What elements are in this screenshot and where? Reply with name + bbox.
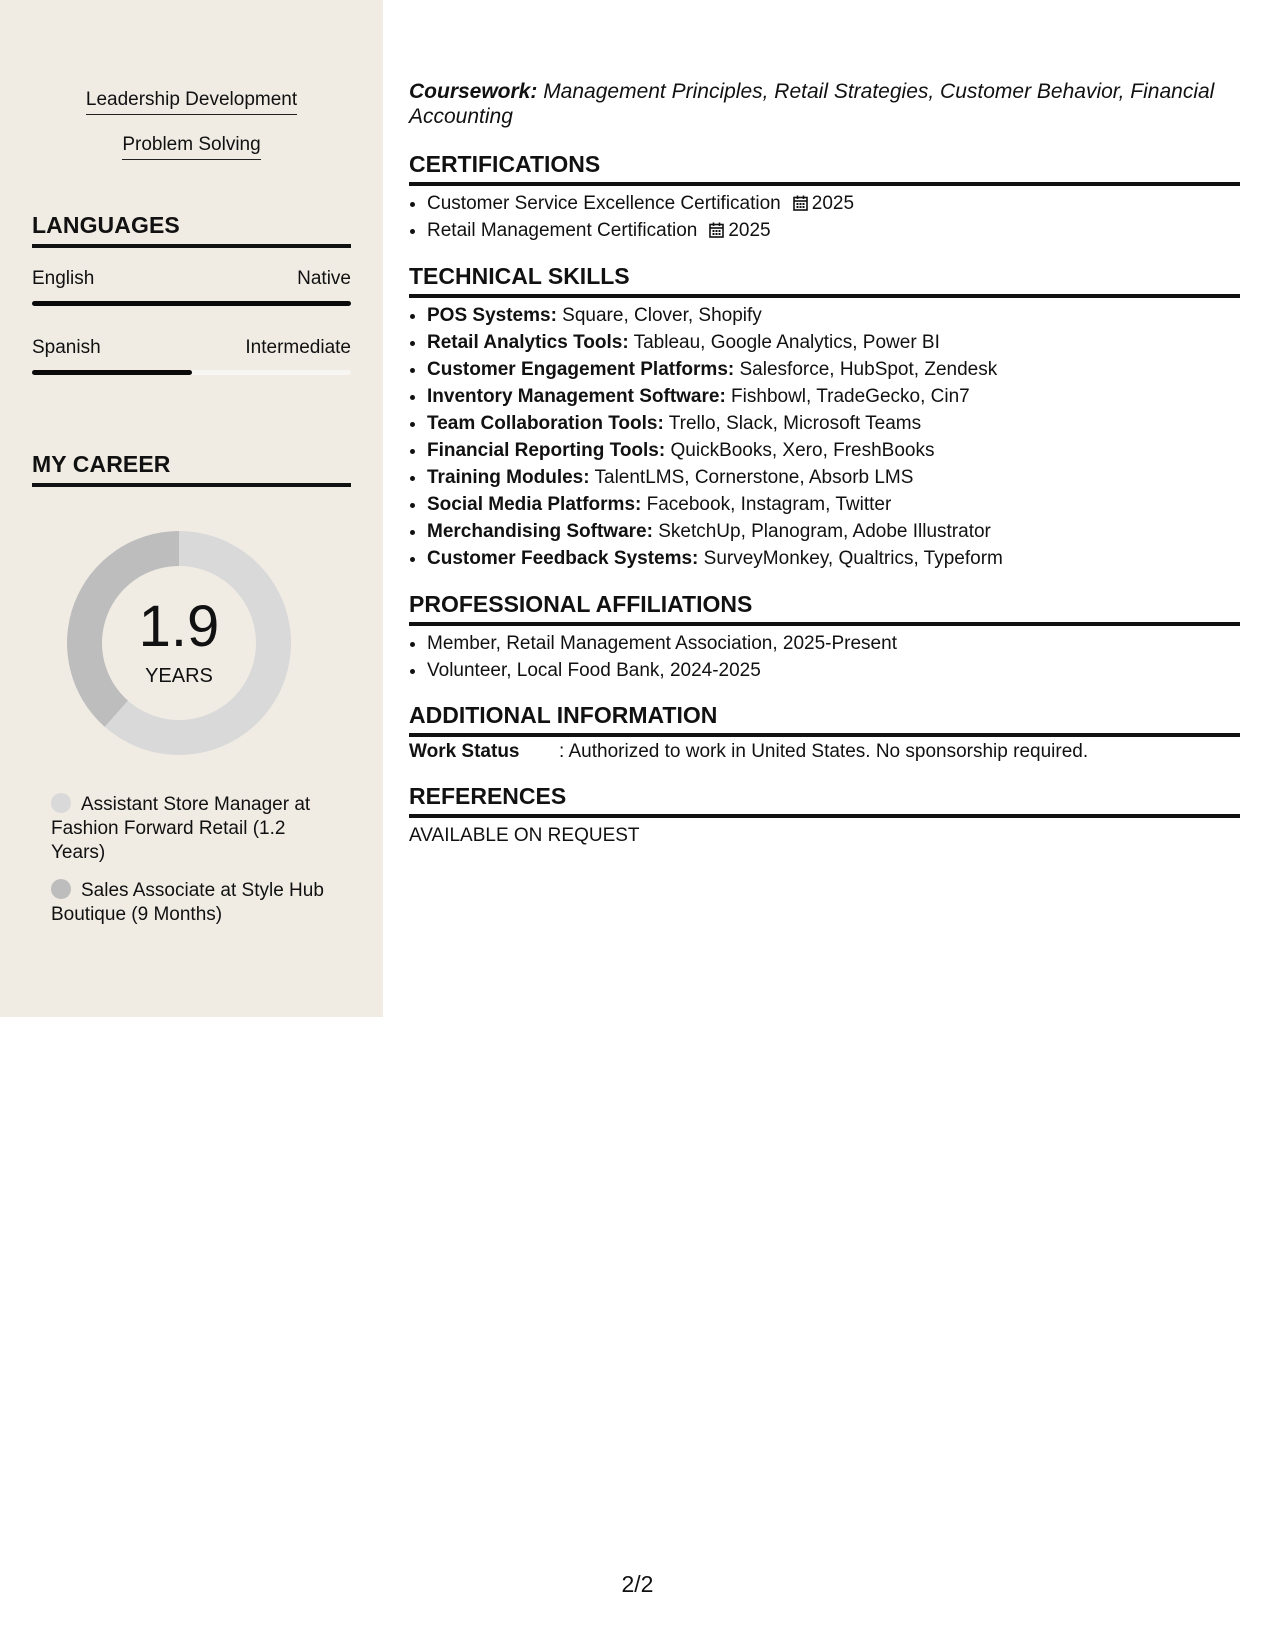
skill-label: POS Systems: xyxy=(427,305,557,326)
affiliations-list xyxy=(409,630,1240,684)
career-legend-dot xyxy=(51,793,71,813)
skill-value: SurveyMonkey, Qualtrics, Typeform xyxy=(698,548,1003,569)
skill-label: Financial Reporting Tools: xyxy=(427,440,666,461)
strength-item xyxy=(0,134,383,160)
skill-value: Square, Clover, Shopify xyxy=(556,305,762,326)
certification-item xyxy=(427,217,1240,244)
references-text: AVAILABLE ON REQUEST xyxy=(409,825,640,846)
skill-item xyxy=(427,410,1240,437)
skill-value: Trello, Slack, Microsoft Teams xyxy=(663,413,922,434)
skill-value: QuickBooks, Xero, FreshBooks xyxy=(665,440,935,461)
affiliation-item: • Member, Retail Management Association, 2025-Present xyxy=(427,630,1240,657)
certification-name: Retail Management Certification xyxy=(427,220,698,241)
skill-value: Facebook, Instagram, Twitter xyxy=(641,494,892,515)
technical-skills-list xyxy=(409,302,1240,572)
language-name: English xyxy=(32,268,95,289)
skill-label: Social Media Platforms: xyxy=(427,494,642,515)
skill-item xyxy=(427,383,1240,410)
career-heading: MY CAREER xyxy=(32,451,351,487)
skill-label: Inventory Management Software: xyxy=(427,386,726,407)
certification-year: 2025 xyxy=(728,220,771,241)
skill-value: SketchUp, Planogram, Adobe Illustrator xyxy=(652,521,991,542)
skill-item xyxy=(427,545,1240,572)
skill-item xyxy=(427,518,1240,545)
coursework-label: Coursework: xyxy=(409,80,538,103)
skill-label: Training Modules: xyxy=(427,467,590,488)
career-item-text: Assistant Store Manager at Fashion Forward Retail (1.2 Years) xyxy=(51,794,311,863)
career-item xyxy=(51,793,341,865)
affiliations-heading: PROFESSIONAL AFFILIATIONS xyxy=(409,591,1240,626)
certification-item xyxy=(427,190,1240,217)
affiliation-item: • Volunteer, Local Food Bank, 2024-2025 xyxy=(427,657,1240,684)
language-name: Spanish xyxy=(32,337,101,358)
languages-heading: LANGUAGES xyxy=(32,212,351,248)
work-status-row xyxy=(409,741,1240,763)
certifications-list xyxy=(409,190,1240,244)
coursework xyxy=(409,79,1240,129)
skill-value: Salesforce, HubSpot, Zendesk xyxy=(734,359,998,380)
language-proficiency-bar xyxy=(32,370,351,375)
career-item-text: Sales Associate at Style Hub Boutique (9 Months) xyxy=(51,880,324,925)
coursework-text: Management Principles, Retail Strategies, Customer Behavior, Financial Accounting xyxy=(409,80,1215,128)
calendar-icon xyxy=(793,195,808,211)
skill-item xyxy=(427,356,1240,383)
skill-label: Merchandising Software: xyxy=(427,521,653,542)
additional-information-heading: ADDITIONAL INFORMATION xyxy=(409,702,1240,737)
certification-year: 2025 xyxy=(811,193,855,214)
skill-item xyxy=(427,437,1240,464)
skill-label: Team Collaboration Tools: xyxy=(427,413,664,434)
strength-item xyxy=(0,89,383,115)
language-proficiency-fill xyxy=(32,370,192,375)
calendar-icon xyxy=(709,222,724,238)
work-status-value: : Authorized to work in United States. No sponsorship required. xyxy=(559,741,1089,762)
skill-label: Customer Engagement Platforms: xyxy=(427,359,735,380)
language-level: Native xyxy=(297,268,351,289)
skill-label: Retail Analytics Tools: xyxy=(427,332,629,353)
references-heading: REFERENCES xyxy=(409,783,1240,818)
technical-skills-heading: TECHNICAL SKILLS xyxy=(409,263,1240,298)
career-legend-dot xyxy=(51,879,71,899)
skill-item xyxy=(427,491,1240,518)
skill-label: Customer Feedback Systems: xyxy=(427,548,699,569)
strength-label: Problem Solving xyxy=(122,134,260,160)
strength-label: Leadership Development xyxy=(86,89,297,115)
language-level: Intermediate xyxy=(245,337,351,358)
work-status-label: Work Status xyxy=(409,741,520,762)
certification-name: Customer Service Excellence Certification xyxy=(427,193,781,214)
skill-item xyxy=(427,302,1240,329)
skill-value: Fishbowl, TradeGecko, Cin7 xyxy=(725,386,970,407)
page-number: 2/2 xyxy=(621,1571,654,1597)
skill-value: TalentLMS, Cornerstone, Absorb LMS xyxy=(589,467,914,488)
language-proficiency-bar xyxy=(32,301,351,306)
skill-item xyxy=(427,329,1240,356)
sidebar xyxy=(0,0,383,1017)
career-total-value: 1.9 xyxy=(138,594,220,659)
career-item xyxy=(51,879,341,927)
skill-item xyxy=(427,464,1240,491)
career-total-unit: YEARS xyxy=(145,665,213,687)
language-proficiency-fill xyxy=(32,301,351,306)
skill-value: Tableau, Google Analytics, Power BI xyxy=(628,332,940,353)
certifications-heading: CERTIFICATIONS xyxy=(409,151,1240,186)
